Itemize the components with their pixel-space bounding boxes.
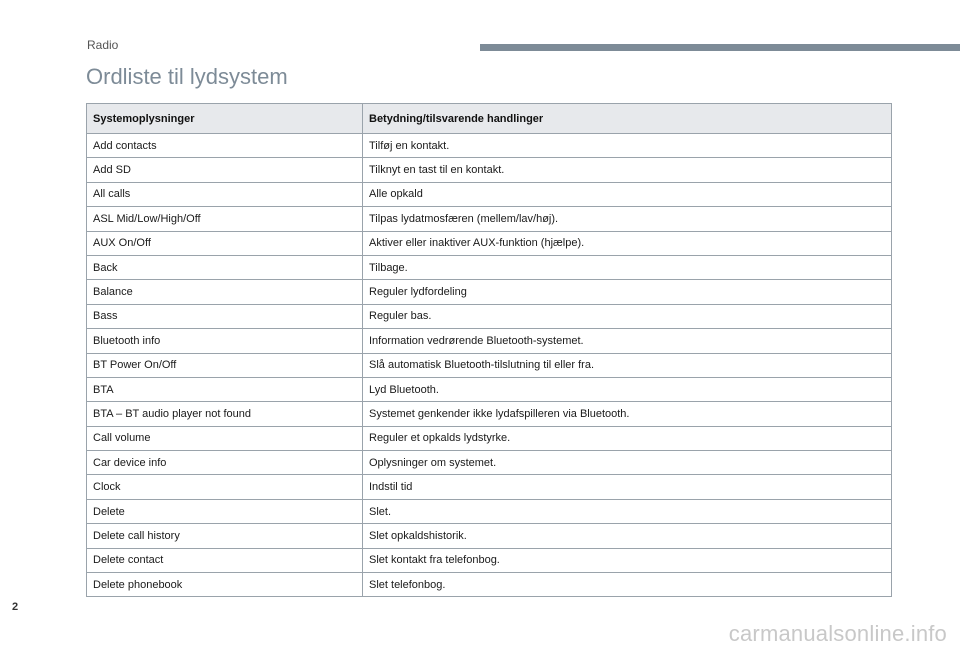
- meaning-cell: Slet.: [363, 499, 892, 523]
- meaning-cell: Reguler lydfordeling: [363, 280, 892, 304]
- meaning-cell: Lyd Bluetooth.: [363, 377, 892, 401]
- term-cell: Clock: [87, 475, 363, 499]
- meaning-cell: Aktiver eller inaktiver AUX-funktion (hjælpe).: [363, 231, 892, 255]
- table-header-row: [87, 104, 892, 134]
- term-cell: Delete contact: [87, 548, 363, 572]
- table-row: [87, 158, 892, 182]
- table-row: [87, 255, 892, 279]
- glossary-table: [86, 103, 892, 597]
- term-cell: Add contacts: [87, 134, 363, 158]
- meaning-cell: Tilbage.: [363, 255, 892, 279]
- term-cell: BTA: [87, 377, 363, 401]
- meaning-cell: Slå automatisk Bluetooth-tilslutning til eller fra.: [363, 353, 892, 377]
- term-cell: AUX On/Off: [87, 231, 363, 255]
- table-row: [87, 475, 892, 499]
- meaning-cell: Slet telefonbog.: [363, 573, 892, 597]
- page-number: 2: [12, 601, 19, 613]
- meaning-cell: Oplysninger om systemet.: [363, 451, 892, 475]
- table-row: [87, 304, 892, 328]
- term-cell: Bass: [87, 304, 363, 328]
- column-header-meaning: Betydning/tilsvarende handlinger: [363, 104, 892, 134]
- term-cell: BT Power On/Off: [87, 353, 363, 377]
- page-title: Ordliste til lydsystem: [86, 64, 288, 89]
- column-header-system-info: Systemoplysninger: [87, 104, 363, 134]
- table-row: [87, 524, 892, 548]
- table-row: [87, 426, 892, 450]
- table-row: [87, 377, 892, 401]
- header-bar: [480, 44, 960, 51]
- table-row: [87, 182, 892, 206]
- meaning-cell: Tilføj en kontakt.: [363, 134, 892, 158]
- table-row: [87, 231, 892, 255]
- term-cell: Back: [87, 255, 363, 279]
- term-cell: Call volume: [87, 426, 363, 450]
- meaning-cell: Indstil tid: [363, 475, 892, 499]
- term-cell: All calls: [87, 182, 363, 206]
- term-cell: Balance: [87, 280, 363, 304]
- term-cell: Add SD: [87, 158, 363, 182]
- term-cell: BTA – BT audio player not found: [87, 402, 363, 426]
- term-cell: Car device info: [87, 451, 363, 475]
- table-row: [87, 499, 892, 523]
- watermark: carmanualsonline.info: [728, 621, 947, 646]
- meaning-cell: Slet opkaldshistorik.: [363, 524, 892, 548]
- meaning-cell: Tilknyt en tast til en kontakt.: [363, 158, 892, 182]
- glossary-body: [87, 134, 892, 597]
- term-cell: Delete: [87, 499, 363, 523]
- table-row: [87, 134, 892, 158]
- table-row: [87, 353, 892, 377]
- term-cell: Bluetooth info: [87, 329, 363, 353]
- meaning-cell: Reguler bas.: [363, 304, 892, 328]
- meaning-cell: Systemet genkender ikke lydafspilleren via Bluetooth.: [363, 402, 892, 426]
- meaning-cell: Information vedrørende Bluetooth-systemet.: [363, 329, 892, 353]
- section-label: Radio: [87, 38, 119, 52]
- meaning-cell: Reguler et opkalds lydstyrke.: [363, 426, 892, 450]
- meaning-cell: Slet kontakt fra telefonbog.: [363, 548, 892, 572]
- term-cell: Delete phonebook: [87, 573, 363, 597]
- table-row: [87, 548, 892, 572]
- table-row: [87, 207, 892, 231]
- meaning-cell: Alle opkald: [363, 182, 892, 206]
- term-cell: Delete call history: [87, 524, 363, 548]
- table-row: [87, 451, 892, 475]
- term-cell: ASL Mid/Low/High/Off: [87, 207, 363, 231]
- table-row: [87, 329, 892, 353]
- meaning-cell: Tilpas lydatmosfæren (mellem/lav/høj).: [363, 207, 892, 231]
- table-row: [87, 280, 892, 304]
- table-row: [87, 573, 892, 597]
- table-row: [87, 402, 892, 426]
